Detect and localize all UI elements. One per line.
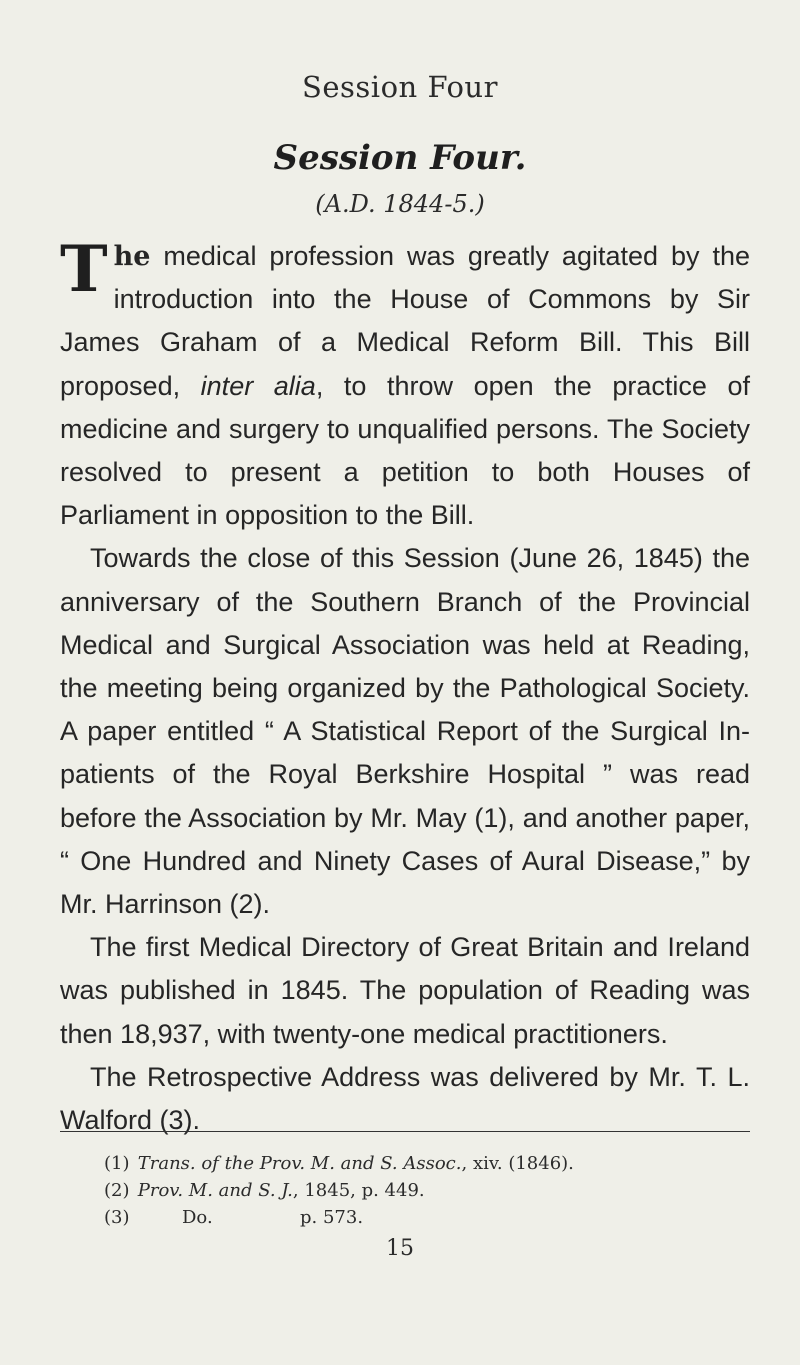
body-text <box>60 232 750 1142</box>
lead-word: he <box>113 241 151 272</box>
footnote-source: Prov. M. and S. J. <box>137 1180 293 1201</box>
footnote-rule <box>60 1131 750 1132</box>
paragraph-1-text-a: medical profession was greatly agitated by the introduction into the House of Commons by Sir James Graham of a Medical Reform Bill. This Bill proposed, <box>60 241 750 401</box>
paragraph-2: Towards the close of this Session (June 26, 1845) the anniversary of the Southern Branch of the Provincial Medical and Surgical Association was held at Reading, the meeting being organized by the Pathological Society. A paper entitled “ A Statistical Report of the Surgical In-patients of the Royal Berkshire Hospital ” was read before the Association by Mr. May (1), and another paper, “ One Hundred and Ninety Cases of Aural Disease,” by Mr. Harrinson (2). <box>60 543 750 920</box>
footnote-number: (2) <box>104 1180 130 1201</box>
running-head: Session Four <box>302 70 498 104</box>
footnote-rest: , 1845, p. 449. <box>292 1180 425 1201</box>
footnote-source: Trans. of the Prov. M. and S. Assoc. <box>137 1153 462 1174</box>
drop-cap: T <box>60 232 108 307</box>
footnote-2 <box>104 1177 744 1204</box>
footnotes <box>104 1150 744 1231</box>
paragraph-1-italic: inter alia <box>200 370 316 401</box>
footnote-number: (1) <box>104 1153 130 1174</box>
footnote-rest: , xiv. (1846). <box>461 1153 574 1174</box>
footnote-1 <box>104 1150 744 1177</box>
paragraph-1-text-b: , to throw open the practice of medicine and surgery to unqualified persons. The Society resolved to present a petition to both Houses of Parliament in opposition to the Bill. <box>60 370 750 531</box>
footnote-3 <box>104 1204 744 1231</box>
page-number: 15 <box>386 1236 414 1261</box>
footnote-number: (3) <box>104 1207 130 1228</box>
paragraph-1 <box>60 232 750 537</box>
paragraph-4: The Retrospective Address was delivered by Mr. T. L. Walford (3). <box>60 1061 750 1136</box>
paragraph-3: The first Medical Directory of Great Britain and Ireland was published in 1845. The population of Reading was then 18,937, with twenty-one medical practitioners. <box>60 932 750 1049</box>
date-line: (A.D. 1844-5.) <box>315 190 485 218</box>
footnote-ditto: Do. <box>182 1207 213 1228</box>
session-title: Session Four. <box>273 138 527 178</box>
footnote-rest: p. 573. <box>300 1207 364 1228</box>
